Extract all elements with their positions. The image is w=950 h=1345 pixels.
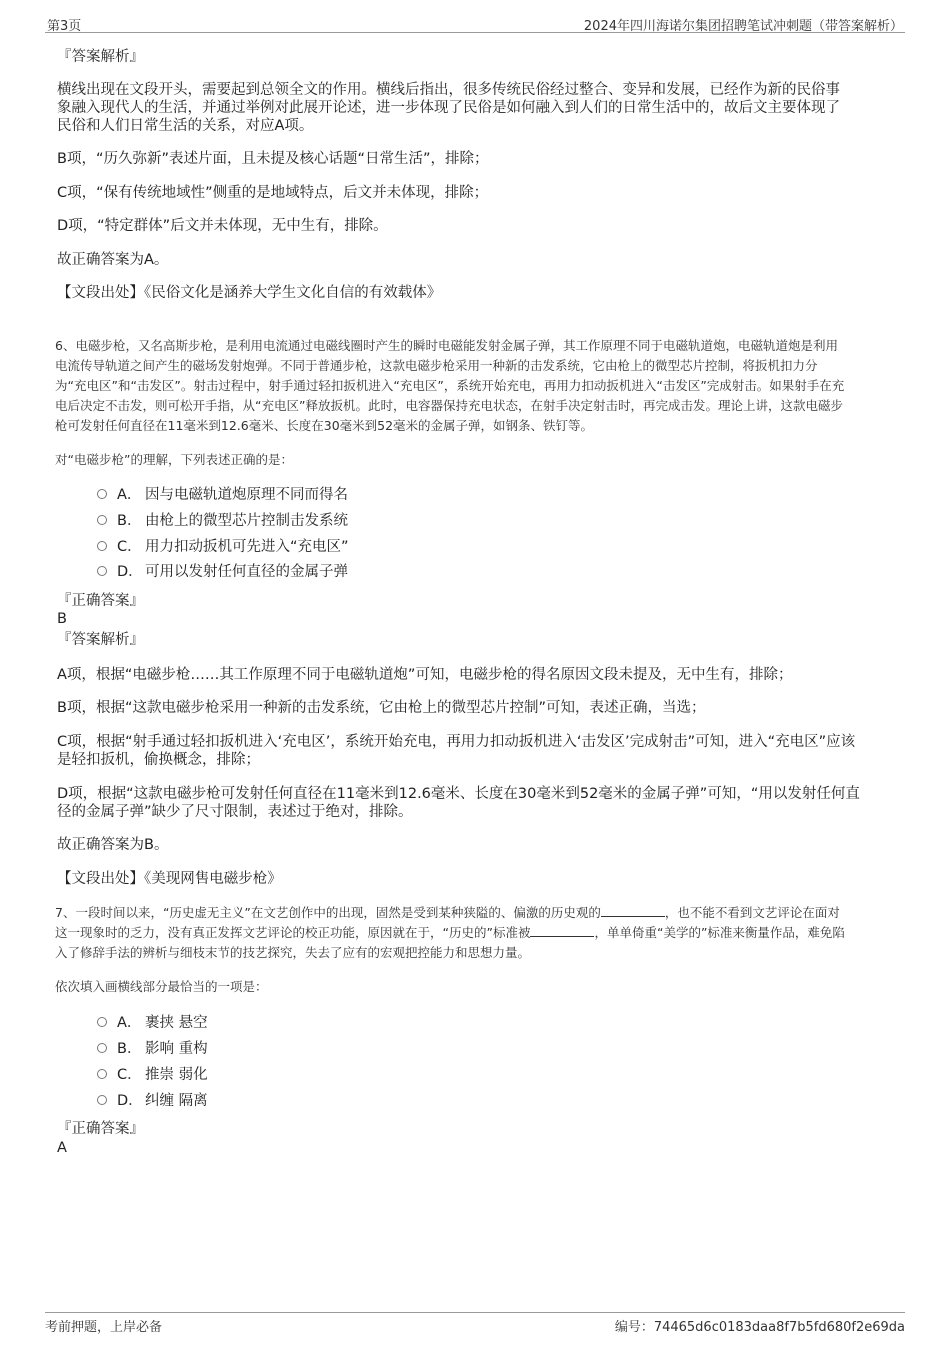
- q6-option-c[interactable]: [97, 539, 349, 556]
- fill-blank-1: [601, 904, 665, 917]
- q7-stem-line3: 入了修辞手法的辨析与细枝末节的技艺探究，失去了应有的宏观把控能力和思想力量。: [55, 945, 531, 960]
- q7-stem-line1: 7、一段时间以来，“历史虚无主义”在文艺创作中的出现，固然是受到某种狭隘的、偏激的历史观的 ，也不能不看到文艺评论在面对: [55, 905, 840, 920]
- q6-analysis-label: 『答案解析』: [57, 632, 144, 648]
- q6-option-d[interactable]: [97, 564, 348, 581]
- radio-icon[interactable]: [97, 1095, 107, 1105]
- radio-icon[interactable]: [97, 1043, 107, 1053]
- q5-analysis-line1: 横线出现在文段开头，需要起到总领全文的作用。横线后指出，很多传统民俗经过整合、变异和发展，已经作为新的民俗事: [57, 82, 840, 98]
- q6-option-a[interactable]: [97, 487, 348, 504]
- radio-icon[interactable]: [97, 489, 107, 499]
- q6-answer: 故正确答案为B。: [57, 837, 169, 853]
- q5-analysis-label: 『答案解析』: [57, 49, 144, 65]
- option-text: 可用以发射任何直径的金属子弹: [145, 564, 348, 580]
- footer-slogan: 考前押题，上岸必备: [45, 1320, 163, 1335]
- option-letter: D．: [117, 1093, 143, 1109]
- q7-question: 依次填入画横线部分最恰当的一项是：: [55, 979, 268, 994]
- q6-option-c-explanation-line2: 是轻扣扳机，偷换概念，排除；: [57, 752, 260, 768]
- q7-stem-line2: 这一现象时的乏力，没有真正发挥文艺评论的校正功能，原因就在于，“历史的”标准被 ，单单倚重“美学的”标准来衡量作品，难免陷: [55, 925, 845, 940]
- option-text: 影响 重构: [145, 1041, 208, 1057]
- option-text: 推崇 弱化: [145, 1067, 208, 1083]
- q5-analysis-line2: 象融入现代人的生活，并通过举例对此展开论述，进一步体现了民俗是如何融入到人们的日常生活中的，故后文主要体现了: [57, 100, 840, 116]
- radio-icon[interactable]: [97, 541, 107, 551]
- q6-option-b[interactable]: [97, 513, 348, 530]
- option-letter: B．: [117, 513, 142, 529]
- q6-option-c-explanation-line1: C项，根据“射手通过轻扣扳机进入‘充电区’，系统开始充电，再用力扣动扳机进入‘击发区’完成射击”可知，进入“充电区”应该: [57, 734, 856, 750]
- option-letter: C．: [117, 1067, 142, 1083]
- q5-source: 【文段出处】《民俗文化是涵养大学生文化自信的有效载体》: [57, 285, 442, 301]
- q6-option-a-explanation: A项，根据“电磁步枪……其工作原理不同于电磁轨道炮”可知，电磁步枪的得名原因文段未提及，无中生有，排除；: [57, 667, 793, 683]
- option-letter: A．: [117, 1015, 142, 1031]
- q7-option-d[interactable]: [97, 1093, 208, 1110]
- radio-icon[interactable]: [97, 1069, 107, 1079]
- option-letter: A．: [117, 487, 142, 503]
- q6-stem-line4: 电后决定不击发，则可松开手指，从“充电区”释放扳机。此时，电容器保持充电状态，在射手决定射击时，再完成击发。理论上讲，这款电磁步: [55, 398, 843, 413]
- q5-analysis-line3: 民俗和人们日常生活的关系，对应A项。: [57, 118, 314, 134]
- q6-correct-answer: B: [57, 611, 67, 627]
- q5-option-c-explanation: C项，“保有传统地域性”侧重的是地域特点，后文并未体现，排除；: [57, 185, 489, 201]
- q7-option-b[interactable]: [97, 1041, 208, 1058]
- q6-option-d-explanation-line2: 径的金属子弹”缺少了尺寸限制，表述过于绝对，排除。: [57, 804, 413, 820]
- radio-icon[interactable]: [97, 566, 107, 576]
- q5-option-d-explanation: D项，“特定群体”后文并未体现，无中生有，排除。: [57, 218, 388, 234]
- q6-stem-line2: 电流传导轨道之间产生的磁场发射炮弹。不同于普通步枪，这款电磁步枪采用一种新的击发系统，它由枪上的微型芯片控制，将扳机扣力分: [55, 358, 818, 373]
- radio-icon[interactable]: [97, 1017, 107, 1027]
- q5-answer: 故正确答案为A。: [57, 252, 169, 268]
- q6-option-b-explanation: B项，根据“这款电磁步枪采用一种新的击发系统，它由枪上的微型芯片控制”可知，表述正确，当选；: [57, 700, 706, 716]
- radio-icon[interactable]: [97, 515, 107, 525]
- option-text: 用力扣动扳机可先进入“充电区”: [145, 539, 349, 555]
- page-header: [45, 14, 905, 33]
- option-letter: D．: [117, 564, 143, 580]
- q6-question: 对“电磁步枪”的理解，下列表述正确的是：: [55, 452, 293, 467]
- option-text: 由枪上的微型芯片控制击发系统: [145, 513, 348, 529]
- q6-stem-line5: 枪可发射任何直径在11毫米到12.6毫米、长度在30毫米到52毫米的金属子弹，如钢条、铁钉等。: [55, 418, 594, 433]
- page-number: 第3页: [47, 19, 82, 34]
- document-id: 编号：74465d6c0183daa8f7b5fd680f2e69da: [614, 1320, 905, 1335]
- fill-blank-2: [530, 924, 594, 937]
- q6-stem-line3: 为“充电区”和“击发区”。射击过程中，射手通过轻扣扳机进入“充电区”，系统开始充电，再用力扣动扳机进入“击发区”完成射击。如果射手在充: [55, 378, 845, 393]
- q6-option-d-explanation-line1: D项，根据“这款电磁步枪可发射任何直径在11毫米到12.6毫米、长度在30毫米到52毫米的金属子弹”可知，“用以发射任何直: [57, 786, 860, 802]
- document-title: 2024年四川海诺尔集团招聘笔试冲刺题（带答案解析）: [583, 19, 903, 34]
- q7-option-c[interactable]: [97, 1067, 208, 1084]
- option-text: 纠缠 隔离: [145, 1093, 208, 1109]
- q6-source: 【文段出处】《美现网售电磁步枪》: [57, 871, 282, 887]
- q7-option-a[interactable]: [97, 1015, 208, 1032]
- q6-stem-line1: 6、电磁步枪，又名高斯步枪，是利用电流通过电磁线圈时产生的瞬时电磁能发射金属子弹，其工作原理不同于电磁轨道炮，电磁轨道炮是利用: [55, 338, 838, 353]
- option-letter: C．: [117, 539, 142, 555]
- q5-option-b-explanation: B项，“历久弥新”表述片面，且未提及核心话题“日常生活”，排除；: [57, 151, 489, 167]
- q6-correct-label: 『正确答案』: [57, 593, 144, 609]
- page-footer: [45, 1312, 905, 1335]
- option-text: 因与电磁轨道炮原理不同而得名: [145, 487, 348, 503]
- option-text: 裹挟 悬空: [145, 1015, 208, 1031]
- q7-correct-label: 『正确答案』: [57, 1121, 144, 1137]
- q7-correct-answer: A: [57, 1140, 67, 1156]
- option-letter: B．: [117, 1041, 142, 1057]
